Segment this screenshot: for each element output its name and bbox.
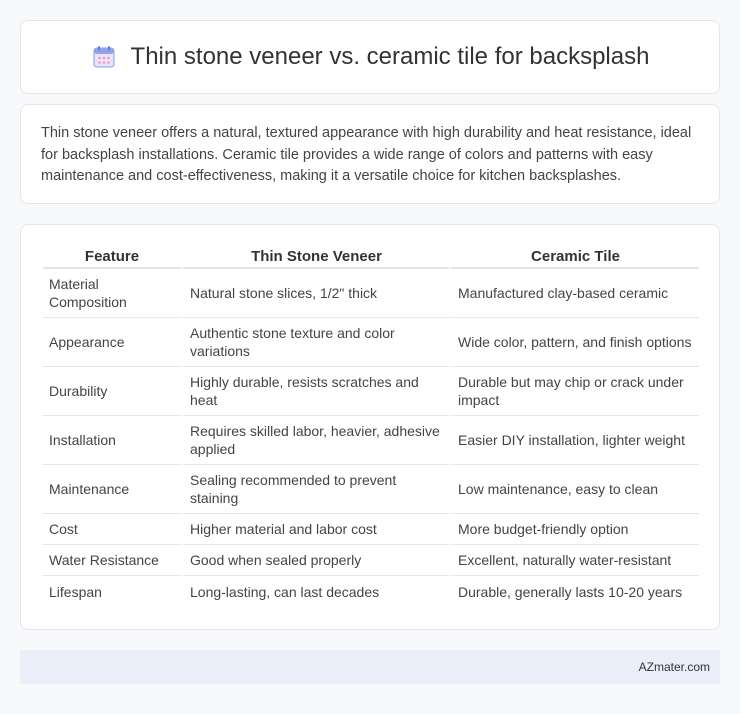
table-row <box>43 465 699 514</box>
ceramic-cell: Durable, generally lasts 10-20 years <box>449 576 699 607</box>
header-thin-stone-veneer: Thin Stone Veneer <box>181 245 449 269</box>
table-row <box>43 514 699 545</box>
ceramic-cell: More budget-friendly option <box>449 514 699 545</box>
table-row <box>43 416 699 465</box>
feature-cell: Material Composition <box>43 269 181 318</box>
page-title: Thin stone veneer vs. ceramic tile for backsplash <box>130 43 650 70</box>
table-row <box>43 269 699 318</box>
feature-cell: Maintenance <box>43 465 181 514</box>
footer-site-link[interactable]: AZmater.com <box>638 660 710 674</box>
calendar-icon <box>91 44 117 70</box>
ceramic-cell: Excellent, naturally water-resistant <box>449 545 699 576</box>
stone-cell: Natural stone slices, 1/2" thick <box>181 269 449 318</box>
title-card <box>20 20 720 94</box>
ceramic-cell: Low maintenance, easy to clean <box>449 465 699 514</box>
table-row <box>43 318 699 367</box>
comparison-table <box>43 245 699 607</box>
header-feature: Feature <box>43 245 181 269</box>
feature-cell: Cost <box>43 514 181 545</box>
stone-cell: Sealing recommended to prevent staining <box>181 465 449 514</box>
stone-cell: Highly durable, resists scratches and heat <box>181 367 449 416</box>
stone-cell: Higher material and labor cost <box>181 514 449 545</box>
header-ceramic-tile: Ceramic Tile <box>449 245 699 269</box>
feature-cell: Installation <box>43 416 181 465</box>
feature-cell: Lifespan <box>49 583 102 600</box>
footer <box>20 650 720 684</box>
stone-cell: Requires skilled labor, heavier, adhesive applied <box>181 416 449 465</box>
feature-cell: Durability <box>43 367 181 416</box>
ceramic-cell: Easier DIY installation, lighter weight <box>449 416 699 465</box>
feature-cell: Appearance <box>43 318 181 367</box>
table-header-row <box>43 245 699 269</box>
stone-cell: Long-lasting, can last decades <box>181 576 449 607</box>
ceramic-cell: Wide color, pattern, and finish options <box>449 318 699 367</box>
feature-cell: Water Resistance <box>43 545 181 576</box>
stone-cell: Authentic stone texture and color variations <box>181 318 449 367</box>
intro-card <box>20 104 720 204</box>
ceramic-cell: Durable but may chip or crack under impact <box>449 367 699 416</box>
table-row <box>43 545 699 576</box>
table-row <box>43 576 699 607</box>
comparison-card <box>20 224 720 630</box>
stone-cell: Good when sealed properly <box>181 545 449 576</box>
ceramic-cell: Manufactured clay-based ceramic <box>449 269 699 318</box>
table-row <box>43 367 699 416</box>
intro-text: Thin stone veneer offers a natural, textured appearance with high durability and heat resistance, ideal for backsplash installations. Ceramic tile provides a wide range of colors and patterns with easy maintenance and cost-effectiveness, making it a versatile choice for kitchen backsplashes. <box>41 125 692 184</box>
